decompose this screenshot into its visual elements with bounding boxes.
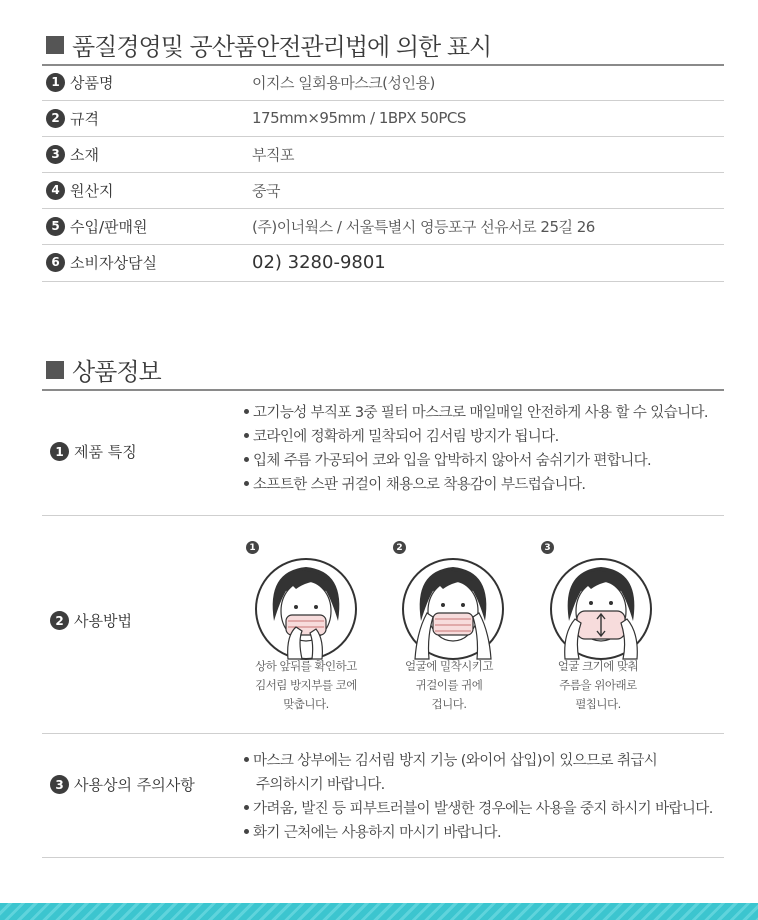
caution-label	[46, 774, 195, 795]
spec-row-origin	[42, 172, 724, 208]
usage-label-text: 사용방법	[74, 612, 132, 630]
section-title-text: 품질경영및 공산품안전관리법에 의한 표시	[72, 33, 492, 61]
list-item	[244, 749, 713, 773]
spec-label: 규격	[70, 109, 99, 128]
square-bullet-icon	[46, 36, 64, 54]
bullet-dot-icon	[244, 457, 249, 462]
list-item-text: 코라인에 정확하게 밀착되어 김서림 방지가 됩니다.	[253, 429, 559, 445]
number-badge: 1	[50, 442, 69, 461]
bullet-dot-icon	[244, 805, 249, 810]
face-mask-step1-icon	[246, 541, 366, 661]
step-badge: 2	[393, 541, 406, 554]
spec-value: 175mm×95mm / 1BPX 50PCS	[252, 109, 466, 127]
bullet-dot-icon	[244, 757, 249, 762]
section-title-text: 상품정보	[72, 358, 161, 386]
face-mask-step3-icon	[541, 541, 661, 661]
caption-line: 맞춥니다.	[283, 697, 329, 711]
spec-row-material	[42, 136, 724, 172]
spec-label: 소비자상담실	[70, 253, 157, 272]
spec-value: (주)이너웍스 / 서울특별시 영등포구 선유서로 25길 26	[252, 217, 595, 236]
list-item	[244, 449, 708, 473]
caption-line: 김서림 방지부를 코에	[255, 678, 357, 692]
spec-row-size	[42, 100, 724, 136]
caption-line: 얼굴에 밀착시키고	[404, 659, 494, 673]
caption-line: 상하 앞뒤를 확인하고	[255, 659, 357, 673]
features-label-text: 제품 특징	[74, 443, 137, 461]
section-title-quality	[46, 27, 491, 62]
number-badge: 2	[46, 109, 65, 128]
usage-step-1-illustration	[246, 541, 366, 661]
bullet-dot-icon	[244, 481, 249, 486]
list-item-text: 마스크 상부에는 김서림 방지 기능 (와이어 삽입)이 있으므로 취급시	[253, 753, 658, 769]
caption-line: 귀걸이를 귀에	[415, 678, 483, 692]
list-item	[244, 797, 713, 821]
spec-label: 소재	[70, 145, 99, 164]
number-badge: 4	[46, 181, 65, 200]
face-mask-step2-icon	[393, 541, 513, 661]
usage-step-3-illustration	[541, 541, 661, 661]
features-label	[46, 441, 137, 462]
bullet-dot-icon	[244, 829, 249, 834]
section-title-product-info	[46, 352, 161, 387]
spec-value: 이지스 일회용마스크(성인용)	[252, 73, 435, 92]
phone-number: 02) 3280-9801	[252, 251, 386, 273]
bullet-dot-icon	[244, 409, 249, 414]
list-item-text: 가려움, 발진 등 피부트러블이 발생한 경우에는 사용을 중지 하시기 바랍니다.	[253, 801, 713, 817]
usage-step-3-caption	[528, 657, 668, 714]
spec-label: 원산지	[70, 181, 114, 200]
features-list	[244, 401, 708, 497]
usage-label	[46, 610, 132, 631]
caption-line: 얼굴 크기에 맞춰	[557, 659, 639, 673]
usage-step-2-illustration	[393, 541, 513, 661]
divider	[42, 733, 724, 734]
caption-line: 펼칩니다.	[575, 697, 621, 711]
caption-line: 겁니다.	[431, 697, 467, 711]
spec-row-customer-service	[42, 244, 724, 280]
number-badge: 2	[50, 611, 69, 630]
spec-label: 상품명	[70, 73, 114, 92]
number-badge: 1	[46, 73, 65, 92]
usage-step-1-caption	[236, 657, 376, 714]
caution-list	[244, 749, 713, 845]
divider	[42, 515, 724, 516]
bullet-dot-icon	[244, 433, 249, 438]
divider	[42, 857, 724, 858]
step-badge: 1	[246, 541, 259, 554]
spec-value: 중국	[252, 181, 280, 200]
caution-label-text: 사용상의 주의사항	[74, 776, 195, 794]
list-item-text: 소프트한 스판 귀걸이 채용으로 착용감이 부드럽습니다.	[253, 477, 586, 493]
number-badge: 3	[50, 775, 69, 794]
number-badge: 6	[46, 253, 65, 272]
list-item	[244, 821, 713, 845]
list-item-text: 화기 근처에는 사용하지 마시기 바랍니다.	[253, 825, 501, 841]
divider	[42, 281, 724, 282]
list-item-continuation: 주의하시기 바랍니다.	[256, 777, 385, 793]
square-bullet-icon	[46, 361, 64, 379]
step-badge: 3	[541, 541, 554, 554]
spec-row-product-name	[42, 64, 724, 100]
spec-label: 수입/판매원	[70, 217, 148, 236]
list-item-text: 입체 주름 가공되어 코와 입을 압박하지 않아서 숨쉬기가 편합니다.	[253, 453, 652, 469]
number-badge: 5	[46, 217, 65, 236]
divider	[42, 389, 724, 391]
caption-line: 주름을 위아래로	[559, 678, 637, 692]
list-item-text: 고기능성 부직포 3중 필터 마스크로 매일매일 안전하게 사용 할 수 있습니다.	[253, 405, 708, 421]
list-item	[244, 425, 708, 449]
number-badge: 3	[46, 145, 65, 164]
list-item	[244, 401, 708, 425]
spec-row-importer	[42, 208, 724, 244]
spec-value: 부직포	[252, 145, 294, 164]
list-item	[244, 473, 708, 497]
footer-pattern-band	[0, 903, 758, 920]
usage-step-2-caption	[379, 657, 519, 714]
